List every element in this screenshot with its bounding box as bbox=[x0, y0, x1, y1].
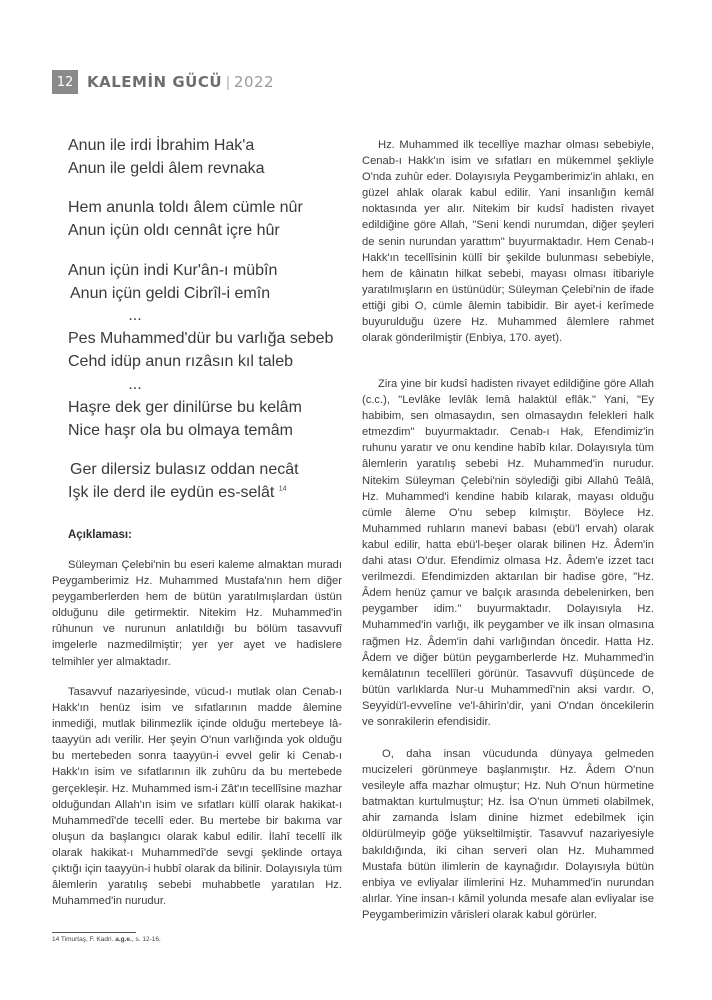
poem-line bbox=[68, 484, 287, 502]
poem-line: Cehd idüp anun rızâsın kıl taleb bbox=[68, 353, 294, 370]
footnote-text: 14 Timurtaş, F. Kadri. bbox=[52, 936, 114, 943]
poem-line: Anun içün geldi Cibrîl-i emîn bbox=[70, 285, 271, 302]
poem-line: Anun içün indi Kur'ân-ı mübîn bbox=[68, 262, 278, 279]
footnote-reference: 14 bbox=[278, 485, 287, 493]
footnote-pages: , s. 12-16. bbox=[131, 936, 161, 943]
poem-line: Nice haşr ola bu olmaya temâm bbox=[68, 422, 293, 439]
poem-line: Anun ile geldi âlem revnaka bbox=[68, 160, 265, 177]
page-header bbox=[52, 70, 274, 94]
poem-ellipsis: ... bbox=[128, 376, 142, 393]
magazine-title: KALEMİN GÜCÜ bbox=[87, 73, 223, 91]
body-paragraph: Tasavvuf nazariyesinde, vücud-ı mutlak olan Cenab-ı Hakk'ın henüz isim ve sıfatlarının madde âlemine inmediği, mutlak bilinmezlik içinde olduğu mertebeye lâ-taayyün adı verilir. Her şeyin O'nun varlığında yok olduğu bu mertebeden sonra taayyün-i evvel gelir ki Cenab-ı Hakk'ın isim ve sıfatlarının ilk zuhûru da bu mertebede gerçekleşir. Hz. Muhammed ism-i Zât'ın tecellîsine mazhar olduğundan Allah'ın isim ve sıfatları küllî olarak hakikat-ı Muhammedî'de tecellî eder. Bu mertebe bir bakıma var oluşun da başlangıcı olarak kabul edilir. İlahî tecellî ilk olarak hakikat-ı Muhammedî'de sevgi şeklinde ortaya çıktığı için taayyün-i hubbî olarak da bilinir. Dolayısıyla tüm âlemlerin yaratılış sebebi muhabbetle yaratılan Hz. Muhammed'in nurudur. bbox=[52, 686, 342, 908]
page-number: 12 bbox=[52, 70, 78, 94]
poem-line: Anun ile irdi İbrahim Hak'a bbox=[68, 137, 255, 154]
body-paragraph: O, daha insan vücudunda dünyaya gelmeden mucizeleri görünmeye başlanmıştır. Hz. Âdem O'nun vesileyle affa mazhar olmuştur; Hz. Nuh O'nun hürmetine batmaktan kurtulmuştur; Hz. İsa O'nun ümmeti olabilmek, ahir zamanda İslam dinine hizmet edebilmek için öldürülmeyip göğe yükseltilmiştir. Tasavvuf nazariyesiyle bakıldığında, iki cihan serveri olan Hz. Muhammed Mustafa bütün ilimlerin de kaynağıdır. Dolayısıyla bütün enbiya ve evliyalar ilimlerini Hz. Muhammed'in nurundan alırlar. Yine insan-ı kâmil yolunda mesafe alan evliyalar ise Peygamberimizin vârisleri olarak kabul görürler. bbox=[362, 748, 654, 921]
body-paragraph: Zira yine bir kudsî hadisten rivayet edildiğine göre Allah (c.c.), "Levlâke levlâk lemâ halaktül eflâk." Yani, "Ey habibim, sen olmasaydın, sen olmasaydın felekleri halk etmezdim" buyurmaktadır. Cenab-ı Hak, Efendimiz'in ruhunu yaratır ve onu kendine habîb kılar. Dolayısıyla tüm âlemlerin yaratılış sebebi Hz. Muhammed'in nurudur. Nitekim Süleyman Çelebi'nin söylediği gibi Allahû Teâlâ, Hz. Muhammed'i kendine habib kılarak, mayası olduğu cümle âleme O'nu sebep kılmıştır. Böylece Hz. Muhammed ruhların manevi babası (ebü'l ervah) olarak kabul edilir, hatta ebü'l-beşer olarak bilinen Hz. Âdem'in dahi atası O'dur. Efendimiz olmasa Hz. Âdem'e izzet tacı verilmezdi. Efendimizden aktarılan bir hadise göre, "Hz. Âdem henüz çamur ve balçık arasında debelenirken, ben peygamber idim." buyurmaktadır. Dolayısıyla Hz. Muhammed'in varlığı, ilk peygamber ve ilk insan olmasına rağmen Hz. Âdem'in dahi varlığından öncedir. Hatta Hz. Âdem ve diğer bütün peygamberlerde Hz. Muhammed'in kemâlatının tecellîleri görünür. Tasavvufî düşüncede de bütün varlıklarda Nur-u Muhammedî'nin aksi vardır. O, Seyyidü'l-evvelîne ve'l-âhirîn'dir, yani O'ndan öncekilerin ve sonrakilerin efendisidir. bbox=[362, 378, 654, 728]
poem-line: Pes Muhammed'dür bu varlığa sebeb bbox=[68, 330, 334, 347]
title-separator: | bbox=[226, 73, 230, 91]
issue-year: 2022 bbox=[233, 73, 275, 91]
body-paragraph: Hz. Muhammed ilk tecellîye mazhar olması sebebiyle, Cenab-ı Hakk'ın isim ve sıfatları en mükemmel şekliyle O'nda zuhûr eder. Dolayısıyla Peygamberimiz'in ahlakı, en güzel ahlak olarak kabul edilir. Yani insanlığın kemâl noktasında yer alır. Nitekim bir kudsî hadisten rivayet edildiğine göre Allah, "Seni kendi nurumdan, diğer şeyleri de senin nurundan yarattım" buyurmaktadır. Hem Cenab-ı Hakk'ın tecellîsinin küllî bir şekilde bulunması sebebiyle, hem de kâinatın hilkat sebebi, mayası olması itibariyle yaratılmışların en üstünüdür; Süleyman Çelebi'nin de ifade ettiği gibi O, cümle âlemin tabibidir. Bir ayet-i kerîmede buyurulduğu üzere Hz. Muhammed âlemlere rahmet olarak gönderilmiştir (Enbiya, 170. ayet). bbox=[362, 139, 654, 345]
poem-line: Ger dilersiz bulasız oddan necât bbox=[70, 461, 299, 478]
footnote-rule bbox=[52, 932, 136, 933]
poem-line: Haşre dek ger dinilürse bu kelâm bbox=[68, 399, 302, 416]
poem-line-text: Işk ile derd ile eydün es-selât bbox=[68, 484, 275, 501]
poem-ellipsis: ... bbox=[128, 307, 142, 324]
body-paragraph: Süleyman Çelebi'nin bu eseri kaleme almaktan muradı Peygamberimiz Hz. Muhammed Mustafa'nın hem diğer peygamberlerden hem de bütün yaratılmışlardan üstün olduğunu dile getirmektir. Nitekim Hz. Muhammed'in rûhunun ve nurunun anlatıldığı bu bölüm tasavvufî imgelerle nazmedilmiştir; yer yer ayet ve hadislere telmihler yer almaktadır. bbox=[52, 559, 342, 668]
footnote bbox=[52, 936, 161, 943]
section-heading: Açıklaması: bbox=[68, 529, 132, 541]
footnote-abbrev: a.g.e. bbox=[115, 936, 132, 943]
poem-line: Hem anunla toldı âlem cümle nûr bbox=[68, 199, 303, 216]
poem-line: Anun içün oldı cennât içre hûr bbox=[68, 222, 280, 239]
